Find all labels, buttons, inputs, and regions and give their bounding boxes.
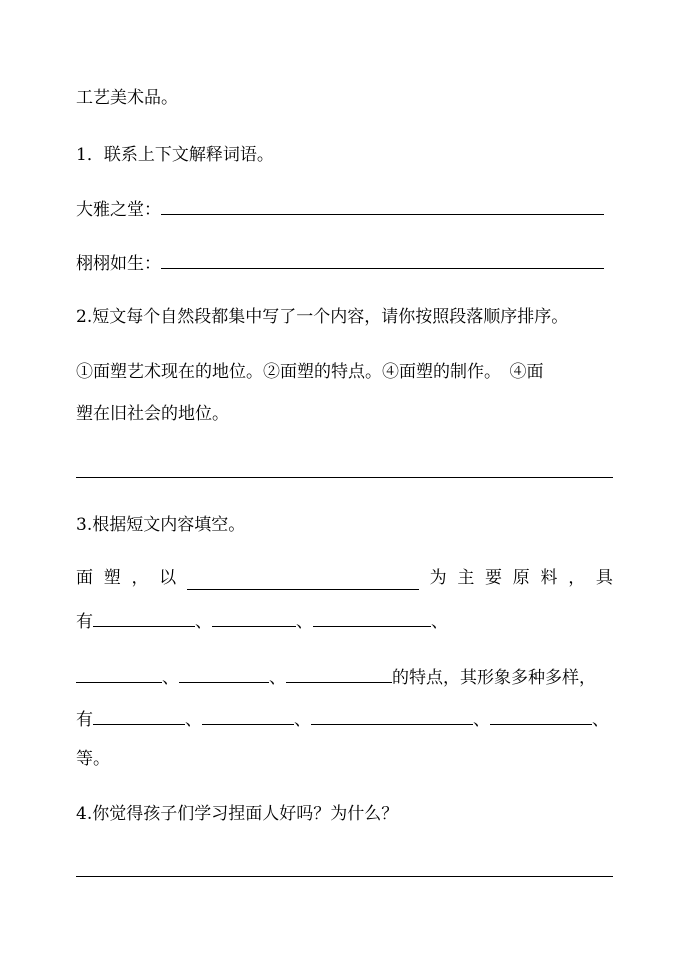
q3-feature-blank-2[interactable] bbox=[212, 608, 296, 627]
q3-image-blank-4[interactable] bbox=[490, 706, 592, 725]
q1-term1-answer-blank[interactable] bbox=[161, 196, 604, 215]
q4-answer-line[interactable] bbox=[76, 876, 613, 877]
q3-feature-blank-3[interactable] bbox=[313, 608, 431, 627]
q2-options-line1: ①面塑艺术现在的地位。②面塑的特点。④面塑的制作。 ④面 bbox=[76, 362, 544, 382]
q3-char: 面 bbox=[76, 568, 93, 588]
q3-char: 要 bbox=[485, 568, 503, 588]
q3-line1 bbox=[76, 566, 613, 590]
q1-term1-row bbox=[76, 196, 604, 222]
q3-line4 bbox=[76, 706, 609, 732]
q3-char: 为 bbox=[429, 568, 447, 588]
q3-sep: 、 bbox=[592, 710, 609, 730]
q3-image-blank-1[interactable] bbox=[93, 706, 185, 725]
q3-char: 料 bbox=[540, 568, 558, 588]
q3-sep: 、 bbox=[162, 668, 179, 688]
q4-prompt: 4.你觉得孩子们学习捏面人好吗？为什么？ bbox=[76, 804, 399, 824]
q3-sep: 、 bbox=[294, 710, 311, 730]
q3-sep: 、 bbox=[473, 710, 490, 730]
q3-feature-blank-4[interactable] bbox=[76, 664, 162, 683]
q3-sep: 、 bbox=[269, 668, 286, 688]
q3-image-blank-3[interactable] bbox=[311, 706, 473, 725]
q3-line3 bbox=[76, 664, 596, 690]
q3-line4-start: 有 bbox=[76, 710, 93, 730]
q3-char: ， bbox=[568, 568, 586, 588]
q1-prompt: 1．联系上下文解释词语。 bbox=[76, 145, 274, 165]
q3-line2-start: 有 bbox=[76, 612, 93, 632]
intro-tail: 工艺美术品。 bbox=[76, 88, 178, 108]
q3-prompt: 3.根据短文内容填空。 bbox=[76, 515, 246, 535]
q1-term2-answer-blank[interactable] bbox=[161, 250, 604, 269]
q1-term1-label: 大雅之堂： bbox=[76, 200, 161, 220]
q3-char: 主 bbox=[457, 568, 475, 588]
q3-line5: 等。 bbox=[76, 749, 110, 769]
q3-image-blank-2[interactable] bbox=[202, 706, 294, 725]
q3-line2 bbox=[76, 608, 448, 634]
q3-sep: 、 bbox=[431, 612, 448, 632]
q3-char: 以 bbox=[159, 568, 177, 588]
q3-material-blank[interactable] bbox=[187, 571, 419, 590]
q2-prompt: 2.短文每个自然段都集中写了一个内容，请你按照段落顺序排序。 bbox=[76, 307, 569, 327]
q3-sep: 、 bbox=[185, 710, 202, 730]
q3-char: 塑 bbox=[103, 568, 121, 588]
q2-options-line2: 塑在旧社会的地位。 bbox=[76, 404, 229, 424]
q3-feature-blank-1[interactable] bbox=[93, 608, 195, 627]
q1-term2-row bbox=[76, 250, 604, 276]
q3-sep: 、 bbox=[296, 612, 313, 632]
q3-line3-end: 的特点，其形象多种多样， bbox=[392, 668, 596, 688]
q3-sep: 、 bbox=[195, 612, 212, 632]
q2-answer-line[interactable] bbox=[76, 477, 613, 478]
q3-feature-blank-6[interactable] bbox=[286, 664, 392, 683]
q1-term2-label: 栩栩如生： bbox=[76, 254, 161, 274]
q3-feature-blank-5[interactable] bbox=[179, 664, 269, 683]
q3-char: 具 bbox=[595, 568, 613, 588]
q3-char: ， bbox=[131, 568, 149, 588]
q3-char: 原 bbox=[512, 568, 530, 588]
